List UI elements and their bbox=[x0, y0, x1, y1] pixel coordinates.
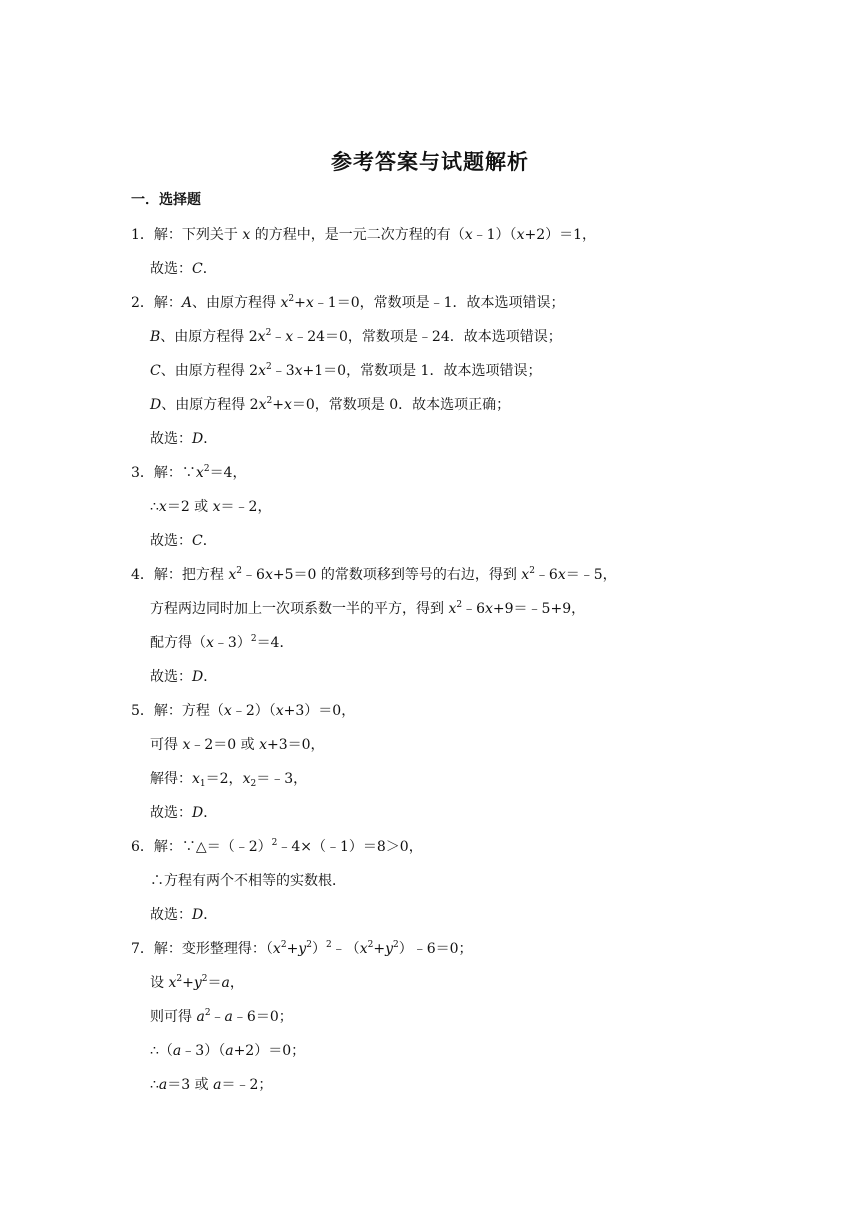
q4-line-1: 4．解：把方程 $x^2﹣6x+5=0$ 的常数项移到等号的右边，得到 $x^2﹣6x=﹣5$， bbox=[131, 566, 617, 583]
q1-line-1: 1．解：下列关于 x 的方程中，是一元二次方程的有（x﹣1）（x+2）＝1， bbox=[131, 227, 597, 243]
q6-line-1: 6．解：∵△＝（﹣2）$^2$﹣4×（﹣1）＝8＞0， bbox=[131, 838, 423, 855]
q3-line-2: ∴x＝2 或 x＝﹣2， bbox=[150, 499, 272, 515]
q5-line-2: 可得 x﹣2＝0 或 x+3＝0， bbox=[150, 737, 325, 753]
q2-line-b: B、由原方程得 $2x^2﹣x﹣24=0$，常数项是﹣24．故本选项错误； bbox=[150, 328, 562, 345]
q4-answer: 故选：D． bbox=[150, 669, 218, 685]
q2-answer: 故选：D． bbox=[150, 431, 218, 447]
q7-line-5: ∴a＝3 或 a＝﹣2； bbox=[150, 1077, 273, 1093]
q5-answer: 故选：D． bbox=[150, 805, 218, 821]
q5-line-3: 解得：$x_1=2$，$x_2=﹣3$， bbox=[150, 771, 308, 789]
q2-line-a: 2．解：A、由原方程得 $x^2+x﹣1=0$，常数项是﹣1．故本选项错误； bbox=[131, 294, 565, 311]
q3-line-1: 3．解：$\because x^2=4$， bbox=[131, 464, 247, 481]
q6-answer: 故选：D． bbox=[150, 907, 218, 923]
q1-answer: 故选：C． bbox=[150, 261, 217, 277]
page-title: 参考答案与试题解析 bbox=[331, 150, 529, 174]
q7-line-1: 7．解：变形整理得：$(x^2+y^2)^2﹣(x^2+y^2)﹣6=0$； bbox=[131, 940, 473, 957]
section-heading: 一．选择题 bbox=[131, 192, 201, 208]
q5-line-1: 5．解：方程（x﹣2）（x+3）＝0， bbox=[131, 703, 356, 719]
q2-line-d: D、由原方程得 $2x^2+x=0$，常数项是 0．故本选项正确； bbox=[150, 396, 511, 413]
q4-line-2: 方程两边同时加上一次项系数一半的平方，得到 $x^2﹣6x+9=﹣5+9$， bbox=[150, 600, 586, 617]
q7-line-2: 设 $x^2+y^2=a$， bbox=[150, 974, 244, 991]
q2-line-c: C、由原方程得 $2x^2﹣3x+1=0$，常数项是 1．故本选项错误； bbox=[150, 362, 542, 379]
q6-line-2: ∴方程有两个不相等的实数根． bbox=[150, 873, 346, 889]
q4-line-3: 配方得（x﹣3）$^2$＝4． bbox=[150, 634, 294, 651]
q3-answer: 故选：C． bbox=[150, 533, 217, 549]
q7-line-4: ∴（a﹣3）（a+2）＝0； bbox=[150, 1043, 306, 1059]
q7-line-3: 则可得 $a^2﹣a﹣6=0$； bbox=[150, 1008, 293, 1025]
